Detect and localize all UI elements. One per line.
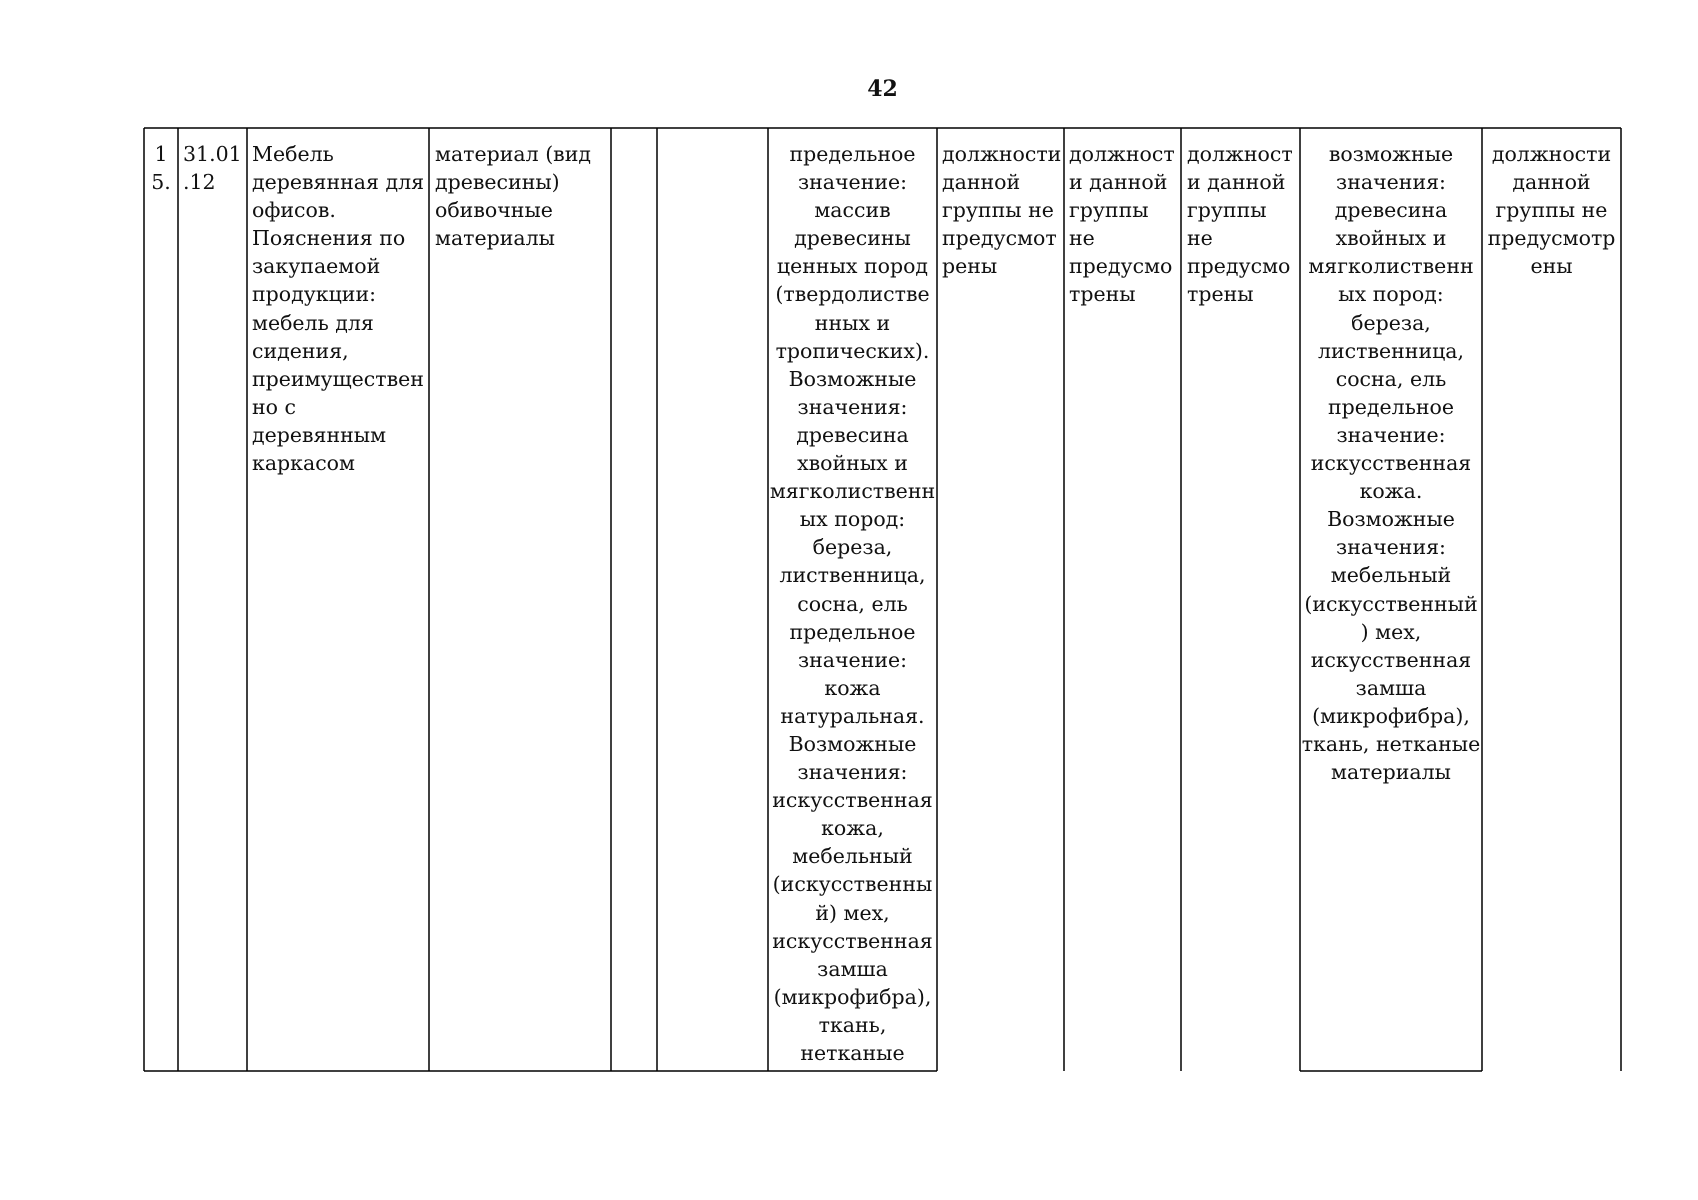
group-b-value: должност и данной группы не предусмо трены bbox=[1069, 142, 1175, 307]
page-number: 42 bbox=[867, 76, 898, 102]
product-name: Мебель деревянная для офисов. Пояснения по закупаемой продукции: мебель для сидения, преимуществен но с деревянным каркасом bbox=[252, 142, 425, 476]
row-number: 1 5. bbox=[151, 142, 171, 195]
okpd2-code: 31.01 .12 bbox=[183, 142, 242, 195]
value-main: предельное значение: массив древесины ценных пород (твердолистве нных и тропических). Возможные значения: древесина хвойных и мягколиственн ых пород: береза, лиственница, сосна, ель предельное значение: кожа натуральная. Возможные значения: искусственная кожа, мебельный (искусственны й) мех, искусственная замша (микрофибра), ткань, нетканые bbox=[769, 142, 936, 1065]
characteristic-name: материал (вид древесины) обивочные материалы bbox=[435, 142, 592, 251]
group-c-value: должност и данной группы не предусмо трены bbox=[1187, 142, 1293, 307]
value-other: возможные значения: древесина хвойных и мягколиственн ых пород: береза, лиственница, сосна, ель предельное значение: искусственная кожа. Возможные значения: мебельный (искусственный ) мех, искусственная замша (микрофибра), ткань, нетканые материалы bbox=[1301, 142, 1481, 785]
group-d-value: должности данной группы не предусмотр ены bbox=[1487, 142, 1616, 279]
group-a-value: должности данной группы не предусмот рены bbox=[942, 142, 1062, 279]
